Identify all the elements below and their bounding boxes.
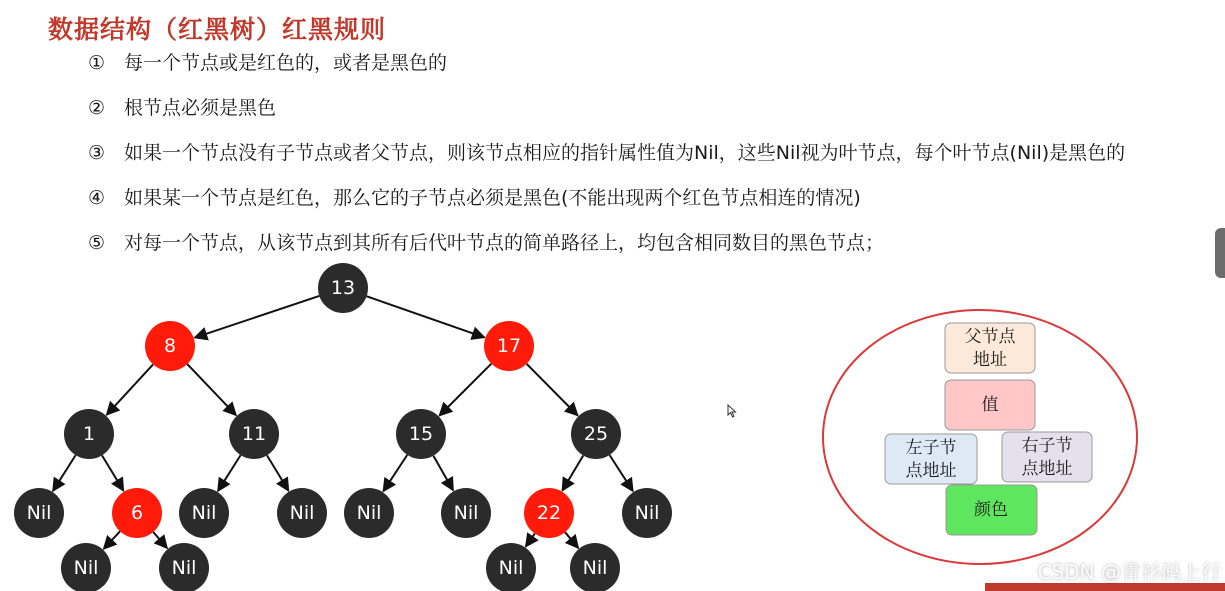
tree-edge-n15-nil4 <box>383 455 407 491</box>
tree-edge-n15-nil5 <box>433 456 453 491</box>
tree-node-nil7 <box>61 543 111 591</box>
tree-node-n11 <box>229 409 279 459</box>
tree-edge-n22-nil9 <box>526 534 535 547</box>
tree-node-label: 8 <box>163 335 177 357</box>
tree-edge-n17-n25 <box>527 364 578 416</box>
tree-node-n17 <box>484 321 534 371</box>
tree-node-n22 <box>524 488 574 538</box>
tree-node-nil10 <box>570 543 620 591</box>
tree-node-label: 22 <box>536 502 562 524</box>
side-panel-tab[interactable] <box>1215 228 1225 278</box>
tree-edge-n17-n15 <box>439 364 491 416</box>
tree-node-label: Nil <box>634 502 660 524</box>
node-structure-legend <box>823 310 1137 564</box>
tree-node-n1 <box>64 409 114 459</box>
tree-edge-n13-n17 <box>367 296 485 337</box>
tree-node-label: 25 <box>583 423 609 445</box>
tree-node-nil4 <box>344 488 394 538</box>
tree-node-label: 6 <box>130 502 144 524</box>
tree-edge-n1-nil1 <box>53 455 76 491</box>
tree-edge-n6-nil7 <box>104 531 120 549</box>
right-child-address-label-2: 点地址 <box>1021 459 1073 479</box>
tree-node-label: Nil <box>191 502 217 524</box>
tree-node-label: 17 <box>496 335 522 357</box>
rule-text: 每一个节点或是红色的，或者是黑色的 <box>124 52 448 74</box>
tree-node-label: Nil <box>498 557 524 579</box>
tree-node-nil2 <box>179 488 229 538</box>
tree-node-label: 11 <box>241 423 267 445</box>
tree-edge-n6-nil8 <box>153 532 167 548</box>
tree-edge-n11-nil3 <box>267 455 289 490</box>
tree-node-label: Nil <box>289 502 315 524</box>
watermark: CSDN @青衫码上行 <box>1037 560 1221 584</box>
tree-node-label: Nil <box>26 502 52 524</box>
rule-text: 如果一个节点没有子节点或者父节点，则该节点相应的指针属性值为Nil，这些Nil视为叶节点，每个叶节点(Nil)是黑色的 <box>124 142 1126 164</box>
right-child-address-label-1: 右子节 <box>1021 436 1073 456</box>
rule-number: ③ <box>88 142 106 164</box>
tree-node-label: Nil <box>171 557 197 579</box>
tree-node-label: Nil <box>73 557 99 579</box>
tree-node-n25 <box>571 409 621 459</box>
tree-node-nil6 <box>622 488 672 538</box>
parent-address-label-1: 父节点 <box>964 327 1016 347</box>
left-child-address-label-1: 左子节 <box>905 438 957 458</box>
tree-edge-n25-nil6 <box>610 455 633 491</box>
tree-node-nil5 <box>441 488 491 538</box>
rule-text: 对每一个节点，从该节点到其所有后代叶节点的简单路径上，均包含相同数目的黑色节点； <box>124 232 885 254</box>
rule-number: ② <box>88 97 106 119</box>
tree-node-nil1 <box>14 488 64 538</box>
rule-text: 根节点必须是黑色 <box>124 97 277 119</box>
tree-node-label: Nil <box>453 502 479 524</box>
tree-node-label: 15 <box>408 423 434 445</box>
tree-node-nil3 <box>277 488 327 538</box>
tree-edge-n8-n11 <box>187 364 236 415</box>
tree-node-label: Nil <box>582 557 608 579</box>
rule-number: ④ <box>88 187 106 209</box>
tree-edge-n13-n8 <box>195 296 320 338</box>
tree-node-label: Nil <box>356 502 382 524</box>
tree-node-label: 1 <box>82 423 96 445</box>
tree-node-label: 13 <box>330 277 356 299</box>
mouse-cursor-icon <box>727 404 737 418</box>
left-child-address-label-2: 点地址 <box>905 461 957 481</box>
tree-edge-n11-nil2 <box>218 455 241 491</box>
tree-node-n8 <box>145 321 195 371</box>
rule-number: ⑤ <box>88 232 106 254</box>
tree-edge-n25-n22 <box>562 455 583 490</box>
tree-node-n13 <box>318 263 368 313</box>
tree-node-n15 <box>396 409 446 459</box>
tree-node-n6 <box>112 488 162 538</box>
rule-number: ① <box>88 52 106 74</box>
tree-edge-n1-n6 <box>102 455 124 490</box>
tree-edge-n22-nil10 <box>565 532 578 548</box>
parent-address-label-2: 地址 <box>973 350 1007 370</box>
color-label: 颜色 <box>974 500 1008 520</box>
tree-edge-n8-n1 <box>107 364 153 414</box>
rule-text: 如果某一个节点是红色，那么它的子节点必须是黑色(不能出现两个红色节点相连的情况) <box>124 187 861 209</box>
tree-node-nil8 <box>159 543 209 591</box>
tree-node-nil9 <box>486 543 536 591</box>
value-label: 值 <box>981 395 999 415</box>
page-title: 数据结构（红黑树）红黑规则 <box>48 15 387 44</box>
